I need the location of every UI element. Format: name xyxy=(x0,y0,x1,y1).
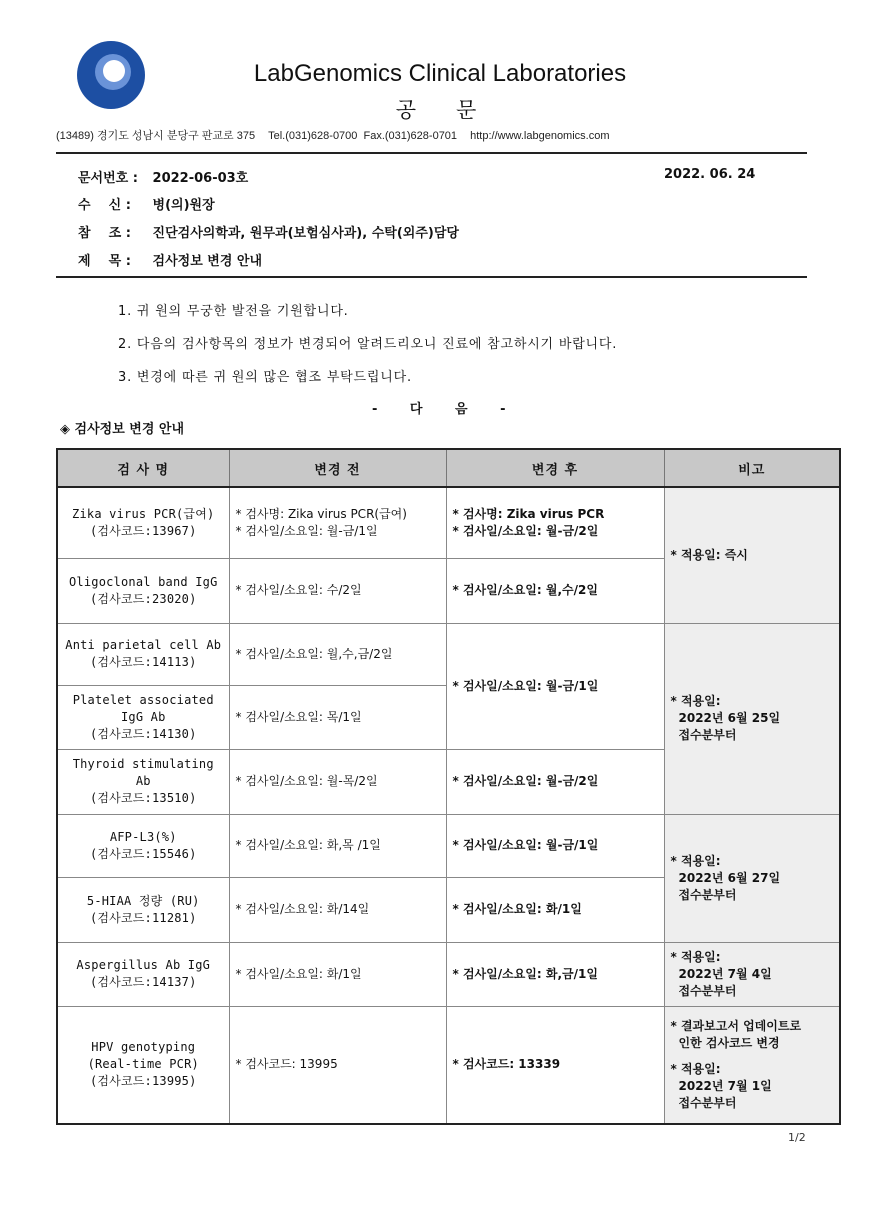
note-line: 2022년 6월 27일 xyxy=(678,870,781,885)
after-cell xyxy=(446,942,664,1006)
test-name-cell xyxy=(57,814,229,877)
note-line: * 적용일: xyxy=(670,853,721,868)
paragraph-2: 2. 다음의 검사항목의 정보가 변경되어 알려드리오니 진료에 참고하시기 바랍니다. xyxy=(118,337,618,352)
note-line: * 적용일: xyxy=(670,949,721,964)
table-row xyxy=(57,814,840,877)
center-title: - 다 음 - xyxy=(372,402,506,417)
note-line: 2022년 7월 4일 xyxy=(678,966,772,981)
reference-label: 참 조 : xyxy=(78,226,131,241)
test-code: (검사코드:14113) xyxy=(89,655,197,669)
test-change-table xyxy=(56,448,841,1125)
test-name: 5-HIAA 정량 (RU) xyxy=(86,893,200,908)
after-line: * 검사코드: 13339 xyxy=(452,1057,561,1072)
test-code: (검사코드:13510) xyxy=(89,791,197,805)
header-note: 비고 xyxy=(664,449,840,487)
test-name: HPV genotyping xyxy=(91,1040,196,1055)
reference-value: 진단검사의학과, 원무과(보험심사과), 수탁(외주)담당 xyxy=(152,226,459,241)
doc-number-value: 2022-06-03호 xyxy=(152,171,249,186)
test-name: AFP-L3(%) xyxy=(109,829,177,844)
test-name-cell xyxy=(57,877,229,942)
doc-number-row xyxy=(78,167,248,186)
before-cell xyxy=(229,942,446,1006)
before-cell xyxy=(229,558,446,623)
test-name: Thyroid stimulating Ab xyxy=(72,757,214,788)
test-name-cell xyxy=(57,1006,229,1124)
after-line: * 검사일/소요일: 월-금/2일 xyxy=(452,523,599,538)
before-line: * 검사일/소요일: 화/14일 xyxy=(235,902,370,916)
header-test-name: 검 사 명 xyxy=(57,449,229,487)
header-rule-top xyxy=(56,152,807,154)
recipient-row xyxy=(78,194,215,213)
after-line: * 검사일/소요일: 월-금/1일 xyxy=(452,678,599,693)
note-line: 접수분부터 xyxy=(678,983,737,998)
recipient-label: 수 신 : xyxy=(78,198,131,213)
after-cell xyxy=(446,814,664,877)
subject-row xyxy=(78,250,262,269)
note-cell xyxy=(664,623,840,814)
before-cell xyxy=(229,487,446,558)
test-code: (검사코드:15546) xyxy=(89,846,197,861)
before-cell xyxy=(229,814,446,877)
before-cell xyxy=(229,1006,446,1124)
table-row xyxy=(57,1006,840,1124)
note-line: * 적용일: 즉시 xyxy=(670,547,748,562)
note-line: * 적용일: xyxy=(670,1061,721,1076)
website: http://www.labgenomics.com xyxy=(470,130,610,142)
test-name-cell xyxy=(57,558,229,623)
note-line: 2022년 6월 25일 xyxy=(678,711,781,725)
org-name: LabGenomics Clinical Laboratories xyxy=(253,60,627,87)
after-line: * 검사일/소요일: 화,금/1일 xyxy=(452,966,598,981)
telephone: Tel.(031)628-0700 xyxy=(268,130,358,142)
before-line: * 검사코드: 13995 xyxy=(235,1057,338,1072)
table-row xyxy=(57,623,840,685)
after-cell xyxy=(446,749,664,814)
table-row xyxy=(57,487,840,558)
after-cell xyxy=(446,623,664,749)
after-line: * 검사일/소요일: 화/1일 xyxy=(452,902,582,916)
paragraph-1: 1. 귀 원의 무궁한 발전을 기원합니다. xyxy=(118,304,349,319)
test-name-cell xyxy=(57,942,229,1006)
table-header-row xyxy=(57,449,840,487)
note-line: * 결과보고서 업데이트로 xyxy=(670,1018,802,1033)
postal-address: (13489) 경기도 성남시 분당구 판교로 375 xyxy=(56,130,256,142)
after-cell xyxy=(446,487,664,558)
test-name-cell xyxy=(57,487,229,558)
before-cell xyxy=(229,749,446,814)
test-name: (Real-time PCR) xyxy=(87,1057,199,1072)
before-line: * 검사일/소요일: 수/2일 xyxy=(235,583,362,597)
note-line: 접수분부터 xyxy=(678,728,737,742)
note-cell xyxy=(664,814,840,942)
before-cell xyxy=(229,623,446,685)
test-code: (검사코드:11281) xyxy=(89,910,197,925)
before-line: * 검사일/소요일: 화,목 /1일 xyxy=(235,838,381,852)
doc-date: 2022. 06. 24 xyxy=(664,167,756,182)
after-line: * 검사일/소요일: 월-금/2일 xyxy=(452,774,599,788)
paragraph-3: 3. 변경에 따른 귀 원의 많은 협조 부탁드립니다. xyxy=(118,370,412,385)
reference-row xyxy=(78,222,459,241)
header-rule-bottom xyxy=(56,276,807,278)
before-line: * 검사일/소요일: 화/1일 xyxy=(235,966,362,981)
test-code: (검사코드:13967) xyxy=(89,523,197,538)
note-line: * 적용일: xyxy=(670,694,721,708)
test-name: Aspergillus Ab IgG xyxy=(76,958,211,972)
recipient-value: 병(의)원장 xyxy=(152,198,215,213)
before-line: * 검사일/소요일: 월-금/1일 xyxy=(235,523,378,538)
doc-number-label: 문서번호 : xyxy=(78,171,138,186)
note-line: 인한 검사코드 변경 xyxy=(678,1035,780,1050)
test-name: Oligoclonal band IgG xyxy=(69,574,218,589)
before-cell xyxy=(229,685,446,749)
test-name: Platelet associated xyxy=(72,692,214,707)
note-line: 2022년 7월 1일 xyxy=(678,1078,772,1093)
address-line xyxy=(56,127,620,143)
after-cell xyxy=(446,1006,664,1124)
before-line: * 검사명: Zika virus PCR(급여) xyxy=(235,506,407,521)
test-name-cell xyxy=(57,749,229,814)
test-code: (검사코드:23020) xyxy=(89,591,197,606)
after-cell xyxy=(446,558,664,623)
note-line: 접수분부터 xyxy=(678,1095,737,1110)
test-name: Zika virus PCR(급여) xyxy=(72,506,215,521)
note-cell xyxy=(664,1006,840,1124)
after-line: * 검사일/소요일: 월-금/1일 xyxy=(452,838,599,852)
document-type: 공문 xyxy=(395,98,517,122)
test-code: (검사코드:13995) xyxy=(89,1074,197,1089)
table-row xyxy=(57,942,840,1006)
test-name: IgG Ab xyxy=(120,709,166,724)
test-name-cell xyxy=(57,623,229,685)
test-name: Anti parietal cell Ab xyxy=(65,638,222,652)
page-number: 1/2 xyxy=(788,1131,806,1144)
fax: Fax.(031)628-0701 xyxy=(363,130,458,142)
after-line: * 검사일/소요일: 월,수/2일 xyxy=(452,583,598,597)
header-before: 변경 전 xyxy=(229,449,446,487)
note-cell xyxy=(664,487,840,623)
note-cell xyxy=(664,942,840,1006)
subject-value: 검사정보 변경 안내 xyxy=(152,254,263,269)
subject-label: 제 목 : xyxy=(78,254,131,269)
after-cell xyxy=(446,877,664,942)
before-cell xyxy=(229,877,446,942)
test-name-cell xyxy=(57,685,229,749)
note-line: 접수분부터 xyxy=(678,887,737,902)
before-line: * 검사일/소요일: 월,수,금/2일 xyxy=(235,646,393,661)
section-title: ◈ 검사정보 변경 안내 xyxy=(60,422,185,437)
test-code: (검사코드:14137) xyxy=(89,975,197,989)
test-code: (검사코드:14130) xyxy=(89,726,197,741)
before-line: * 검사일/소요일: 월-목/2일 xyxy=(235,774,378,788)
note-line xyxy=(671,1052,834,1061)
after-line: * 검사명: Zika virus PCR xyxy=(452,506,605,521)
header-after: 변경 후 xyxy=(446,449,664,487)
before-line: * 검사일/소요일: 목/1일 xyxy=(235,709,362,724)
